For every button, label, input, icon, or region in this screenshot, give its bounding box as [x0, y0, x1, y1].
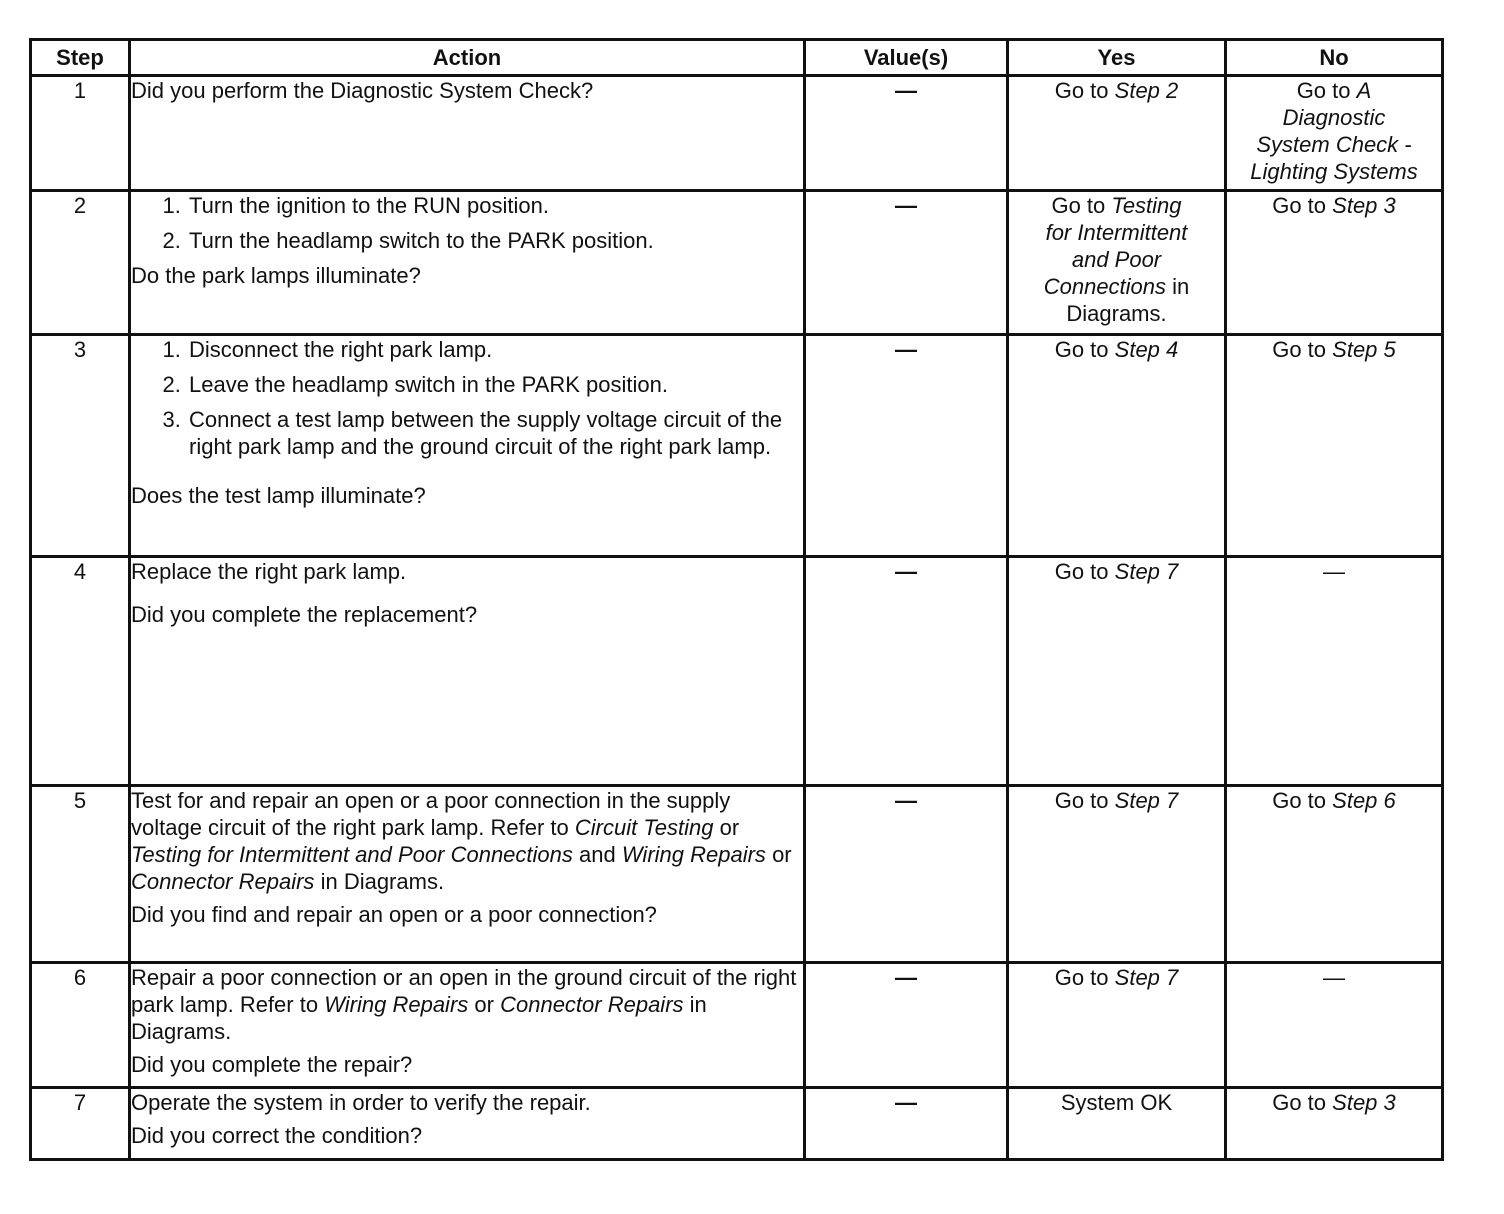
no-link[interactable]: Step 5 — [1332, 337, 1396, 362]
value-cell: — — [805, 76, 1008, 191]
action-text-part: Diagrams. — [131, 1019, 232, 1044]
yes-link[interactable]: Testing — [1111, 193, 1182, 218]
action-text-part: or — [719, 815, 740, 840]
action-text — [131, 787, 803, 895]
yes-cell — [1008, 76, 1226, 191]
yes-prefix: Go to — [1054, 78, 1109, 103]
no-cell — [1226, 335, 1443, 557]
action-text-part: in — [689, 992, 707, 1017]
no-prefix: Go to — [1272, 1090, 1327, 1115]
no-prefix: Go to — [1296, 78, 1351, 103]
no-link[interactable]: Step 3 — [1332, 1090, 1396, 1115]
action-cell — [130, 191, 805, 335]
no-cell — [1226, 786, 1443, 963]
action-cell — [130, 786, 805, 963]
header-values: Value(s) — [805, 40, 1008, 76]
action-step-item: 1. Disconnect the right park lamp. — [187, 336, 803, 363]
no-prefix: Go to — [1272, 788, 1327, 813]
yes-prefix: Go to — [1054, 337, 1109, 362]
action-steps-list — [131, 336, 803, 460]
yes-link[interactable]: Step 7 — [1114, 559, 1179, 584]
yes-link[interactable]: Step 4 — [1114, 337, 1179, 362]
action-cell — [130, 335, 805, 557]
no-link[interactable]: A — [1356, 78, 1372, 103]
no-prefix: Go to — [1272, 337, 1327, 362]
yes-cell — [1008, 191, 1226, 335]
action-text-part: and — [579, 842, 616, 867]
header-row — [31, 40, 1443, 76]
action-text: Operate the system in order to verify the repair. — [131, 1090, 591, 1115]
yes-link[interactable]: Step 7 — [1114, 788, 1179, 813]
action-cell — [130, 963, 805, 1088]
ref-link[interactable]: Connector Repairs — [500, 992, 684, 1017]
step-number: 1 — [31, 76, 130, 191]
action-step-item: 3. Connect a test lamp between the supply voltage circuit of the right park lamp and the ground circuit of the right park lamp. — [187, 406, 803, 460]
ref-link[interactable]: Wiring Repairs — [324, 992, 469, 1017]
action-text-part: Repair a poor connection or an open in the ground circuit of the right park lamp. Refer to — [131, 965, 797, 1017]
action-text — [131, 964, 803, 1045]
table-body — [31, 76, 1443, 1160]
no-cell — [1226, 191, 1443, 335]
no-link[interactable]: System Check - — [1256, 132, 1412, 157]
action-cell — [130, 1088, 805, 1160]
value-cell: — — [805, 557, 1008, 786]
action-step-item: 1. Turn the ignition to the RUN position. — [187, 192, 803, 219]
no-cell — [1226, 76, 1443, 191]
action-question: Did you correct the condition? — [131, 1123, 423, 1148]
header-step: Step — [31, 40, 130, 76]
yes-link[interactable]: Connections — [1043, 274, 1167, 299]
ref-link[interactable]: Testing for Intermittent and Poor Connections — [131, 842, 573, 867]
header-no: No — [1226, 40, 1443, 76]
action-text-part: Test for and repair an open or a poor connection in the supply voltage circuit of the right park lamp. Refer to — [131, 788, 731, 840]
yes-cell — [1008, 786, 1226, 963]
action-steps-list — [131, 192, 803, 254]
step-number: 7 — [31, 1088, 130, 1160]
action-text-part: or — [474, 992, 494, 1017]
value-cell: — — [805, 1088, 1008, 1160]
no-cell: — — [1226, 963, 1443, 1088]
yes-tail: Diagrams. — [1066, 301, 1167, 326]
table-row — [31, 786, 1443, 963]
yes-cell: System OK — [1008, 1088, 1226, 1160]
action-step-item: 2. Turn the headlamp switch to the PARK position. — [187, 227, 803, 254]
step-number: 2 — [31, 191, 130, 335]
action-text-part: Diagrams. — [343, 869, 445, 894]
action-question: Did you complete the repair? — [131, 1052, 413, 1077]
header-yes: Yes — [1008, 40, 1226, 76]
table-row — [31, 963, 1443, 1088]
no-link[interactable]: Step 3 — [1332, 193, 1396, 218]
action-cell — [130, 76, 805, 191]
yes-prefix: Go to — [1054, 788, 1109, 813]
yes-link[interactable]: Step 7 — [1114, 965, 1179, 990]
table-row — [31, 1088, 1443, 1160]
yes-cell — [1008, 557, 1226, 786]
action-text-part: or — [772, 842, 792, 867]
step-number: 5 — [31, 786, 130, 963]
ref-link[interactable]: Circuit Testing — [574, 815, 714, 840]
no-prefix: Go to — [1272, 193, 1327, 218]
diagnostic-table — [29, 38, 1444, 1161]
table-row — [31, 557, 1443, 786]
step-number: 3 — [31, 335, 130, 557]
step-number: 4 — [31, 557, 130, 786]
action-cell — [130, 557, 805, 786]
yes-suffix: in — [1172, 274, 1190, 299]
no-link[interactable]: Step 6 — [1332, 788, 1396, 813]
yes-cell — [1008, 335, 1226, 557]
action-question: Does the test lamp illuminate? — [131, 483, 426, 508]
action-step-item: 2. Leave the headlamp switch in the PARK position. — [187, 371, 803, 398]
yes-link[interactable]: Step 2 — [1114, 78, 1179, 103]
no-link[interactable]: Diagnostic — [1282, 105, 1386, 130]
no-cell — [1226, 1088, 1443, 1160]
no-link[interactable]: Lighting Systems — [1250, 159, 1418, 184]
value-cell: — — [805, 786, 1008, 963]
table-row — [31, 191, 1443, 335]
action-question: Do the park lamps illuminate? — [131, 263, 421, 288]
yes-link[interactable]: and Poor — [1071, 247, 1162, 272]
action-question: Did you complete the replacement? — [131, 602, 478, 627]
action-text: Replace the right park lamp. — [131, 559, 407, 584]
yes-cell — [1008, 963, 1226, 1088]
action-question: Did you find and repair an open or a poor connection? — [131, 902, 657, 927]
table-header — [31, 40, 1443, 76]
ref-link[interactable]: Wiring Repairs — [621, 842, 766, 867]
value-cell: — — [805, 191, 1008, 335]
action-question: Did you perform the Diagnostic System Check? — [131, 78, 594, 103]
value-cell: — — [805, 963, 1008, 1088]
table-row — [31, 76, 1443, 191]
action-text-part: in — [320, 869, 338, 894]
no-cell: — — [1226, 557, 1443, 786]
yes-prefix: Go to — [1054, 965, 1109, 990]
ref-link[interactable]: Connector Repairs — [131, 869, 315, 894]
header-action: Action — [130, 40, 805, 76]
yes-link[interactable]: for Intermittent — [1045, 220, 1188, 245]
table-row — [31, 335, 1443, 557]
step-number: 6 — [31, 963, 130, 1088]
yes-prefix: Go to — [1051, 193, 1106, 218]
yes-prefix: Go to — [1054, 559, 1109, 584]
value-cell: — — [805, 335, 1008, 557]
